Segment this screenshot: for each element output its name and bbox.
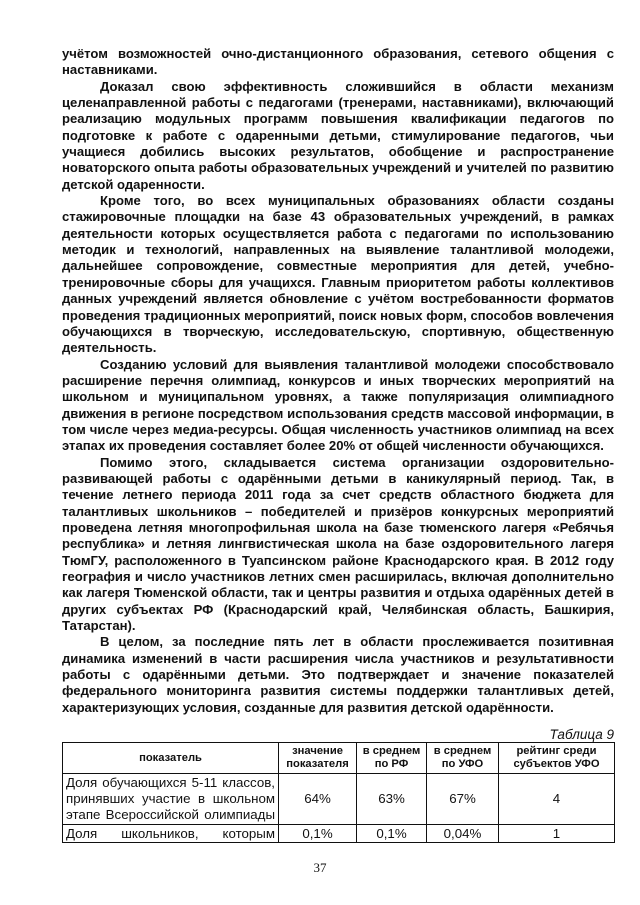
- row-indicator: Доля школьников, которым: [63, 825, 279, 843]
- row-indicator: Доля обучающихся 5-11 классов, принявших участие в школьном этапе Всероссийской олимпиады: [63, 774, 279, 825]
- header-ufo-average: в среднем по УФО: [427, 743, 499, 774]
- document-body: [62, 46, 614, 716]
- row-value: 64%: [279, 774, 357, 825]
- table-header-row: [63, 743, 615, 774]
- row-value: 0,1%: [279, 825, 357, 843]
- row-ufo-rating: 4: [499, 774, 615, 825]
- row-rf-average: 63%: [357, 774, 427, 825]
- header-rf-average: в среднем по РФ: [357, 743, 427, 774]
- table-row: [63, 825, 615, 843]
- paragraph-3: Кроме того, во всех муниципальных образованиях области созданы стажировочные площадки на базе 43 образовательных учреждений, в рамках деятельности которых осуществляется работа с педагогами по использованию методик и технологий, направленных на выявление талантливой молодежи, дальнейшее сопровождение, совместные мероприятия для детей, учебно-тренировочные сборы для учащихся. Главным приоритетом работы коллективов данных учреждений является обновление с учётом востребованности форматов проведения традиционных мероприятий, поиск новых форм, способов вовлечения обучающихся в творческую, исследовательскую, спортивную, общественную деятельность.: [62, 193, 614, 356]
- header-ufo-rating: рейтинг среди субъектов УФО: [499, 743, 615, 774]
- paragraph-2: Доказал свою эффективность сложившийся в области механизм целенаправленной работы с педагогами (тренерами, наставниками), включающий реализацию модульных программ повышения квалификации педагогов по подготовке к работе с одаренными детьми, стимулирование педагогов, чьи учащиеся добились высоких результатов, обобщение и распространение новаторского опыта работы образовательных учреждений и учителей по развитию детской одаренности.: [62, 78, 614, 192]
- paragraph-1: учётом возможностей очно-дистанционного образования, сетевого общения с наставниками.: [62, 46, 614, 78]
- row-ufo-average: 67%: [427, 774, 499, 825]
- row-ufo-rating: 1: [499, 825, 615, 843]
- page-number: 37: [313, 860, 327, 875]
- row-ufo-average: 0,04%: [427, 825, 499, 843]
- paragraph-5: Помимо этого, складывается система организации оздоровительно-развивающей работы с одарёнными детьми в каникулярный период. Так, в течение летнего периода 2011 года за счет средств областного бюджета для талантливых школьников – победителей и призёров конкурсных мероприятий проведена летняя многопрофильная школа на базе тюменского лагеря «Ребячья республика» и летняя лингвистическая школа на базе оздоровительного лагеря ТюмГУ, расположенного в Туапсинском районе Краснодарского края. В 2012 году география и число участников летних смен расширилась, включая дополнительно как лагеря Тюменской области, так и центры развития и отдыха одарённых детей в других субъектах РФ (Краснодарский край, Челябинская область, Башкирия, Татарстан).: [62, 454, 614, 634]
- paragraph-4: Созданию условий для выявления талантливой молодежи способствовало расширение перечня олимпиад, конкурсов и иных творческих мероприятий на школьном и муниципальном уровнях, а также популяризация олимпиадного движения в регионе посредством использования средств массовой информации, в том числе через медиа-ресурсы. Общая численность участников олимпиад на всех этапах их проведения составляет более 20% от общей численности обучающихся.: [62, 356, 614, 454]
- table-caption: Таблица 9: [549, 727, 614, 742]
- indicators-table: [62, 742, 615, 843]
- header-value: значение показателя: [279, 743, 357, 774]
- row-rf-average: 0,1%: [357, 825, 427, 843]
- table-row: [63, 774, 615, 825]
- header-indicator: показатель: [63, 743, 279, 774]
- paragraph-6: В целом, за последние пять лет в области прослеживается позитивная динамика изменений в части расширения числа участников и результативности работы с одарёнными детьми. Это подтверждает и значение показателей федерального мониторинга развития системы поддержки талантливых детей, характеризующих условия, созданные для развития детской одарённости.: [62, 634, 614, 715]
